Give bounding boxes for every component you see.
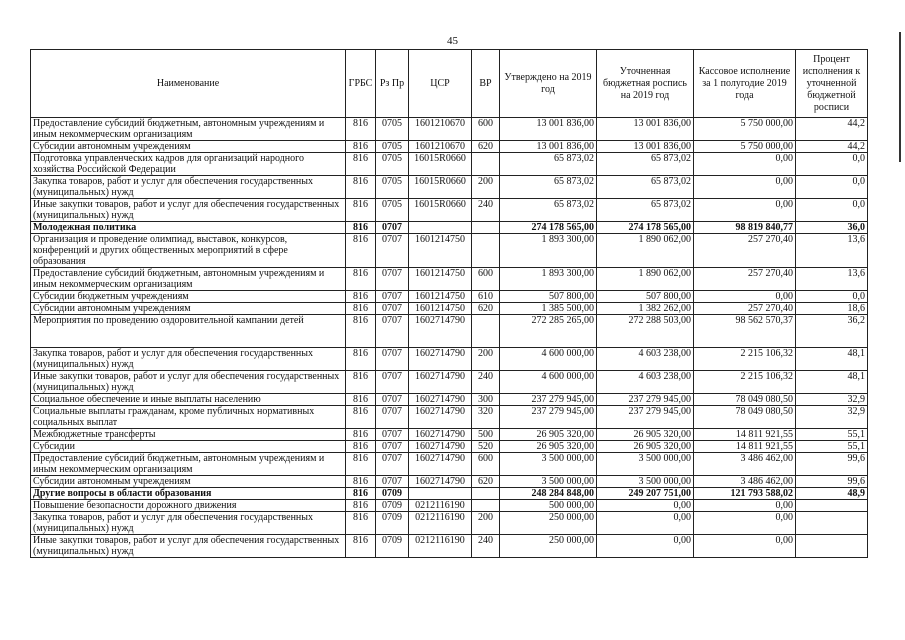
cell-approved: 4 600 000,00	[500, 371, 597, 394]
cell-vr: 240	[472, 371, 500, 394]
cell-cash: 5 750 000,00	[694, 118, 796, 141]
cell-grbs: 816	[346, 348, 376, 371]
cell-cash: 14 811 921,55	[694, 429, 796, 441]
cell-rzpr: 0705	[376, 199, 409, 222]
cell-grbs: 816	[346, 176, 376, 199]
cell-rzpr: 0707	[376, 429, 409, 441]
cell-refined: 237 279 945,00	[597, 406, 694, 429]
cell-vr: 600	[472, 118, 500, 141]
cell-refined: 4 603 238,00	[597, 348, 694, 371]
header-vr: ВР	[472, 50, 500, 118]
cell-percent: 0,0	[796, 291, 868, 303]
cell-vr: 200	[472, 348, 500, 371]
cell-rzpr: 0705	[376, 141, 409, 153]
cell-approved: 272 285 265,00	[500, 315, 597, 348]
cell-approved: 250 000,00	[500, 535, 597, 558]
cell-cash: 14 811 921,55	[694, 441, 796, 453]
cell-refined: 1 382 262,00	[597, 303, 694, 315]
cell-percent: 48,1	[796, 348, 868, 371]
cell-vr	[472, 234, 500, 268]
cell-rzpr: 0705	[376, 176, 409, 199]
cell-refined: 272 288 503,00	[597, 315, 694, 348]
table-row	[31, 371, 868, 394]
cell-refined: 65 873,02	[597, 199, 694, 222]
cell-rzpr: 0707	[376, 315, 409, 348]
cell-rzpr: 0707	[376, 268, 409, 291]
cell-csr: 1601214750	[409, 268, 472, 291]
header-rzpr: Рз Пр	[376, 50, 409, 118]
cell-csr	[409, 222, 472, 234]
header-cash: Кассовое исполнение за 1 полугодие 2019 года	[694, 50, 796, 118]
table-row	[31, 512, 868, 535]
cell-name: Предоставление субсидий бюджетным, автономным учреждениям и иным некоммерческим организациям	[31, 453, 346, 476]
cell-grbs: 816	[346, 535, 376, 558]
cell-percent: 0,0	[796, 176, 868, 199]
header-refined: Уточненная бюджетная роспись на 2019 год	[597, 50, 694, 118]
cell-grbs: 816	[346, 394, 376, 406]
cell-grbs: 816	[346, 315, 376, 348]
cell-refined: 13 001 836,00	[597, 141, 694, 153]
header-percent: Процент исполнения к уточненной бюджетной росписи	[796, 50, 868, 118]
table-row	[31, 268, 868, 291]
cell-cash: 78 049 080,50	[694, 406, 796, 429]
header-name: Наименование	[31, 50, 346, 118]
cell-cash: 0,00	[694, 176, 796, 199]
cell-cash: 78 049 080,50	[694, 394, 796, 406]
cell-name: Субсидии бюджетным учреждениям	[31, 291, 346, 303]
cell-percent: 44,2	[796, 118, 868, 141]
cell-grbs: 816	[346, 453, 376, 476]
cell-percent	[796, 512, 868, 535]
cell-percent: 48,9	[796, 488, 868, 500]
cell-vr: 200	[472, 176, 500, 199]
cell-cash: 0,00	[694, 500, 796, 512]
cell-approved: 507 800,00	[500, 291, 597, 303]
cell-cash: 0,00	[694, 199, 796, 222]
table-row	[31, 291, 868, 303]
cell-approved: 248 284 848,00	[500, 488, 597, 500]
cell-cash: 2 215 106,32	[694, 371, 796, 394]
cell-refined: 1 890 062,00	[597, 268, 694, 291]
cell-approved: 13 001 836,00	[500, 118, 597, 141]
page-number: 45	[447, 35, 458, 47]
cell-vr: 610	[472, 291, 500, 303]
cell-vr: 240	[472, 535, 500, 558]
cell-cash: 3 486 462,00	[694, 476, 796, 488]
table-row	[31, 488, 868, 500]
cell-csr: 1602714790	[409, 348, 472, 371]
cell-percent: 0,0	[796, 153, 868, 176]
cell-percent: 48,1	[796, 371, 868, 394]
cell-cash: 257 270,40	[694, 268, 796, 291]
cell-percent: 55,1	[796, 429, 868, 441]
cell-cash: 0,00	[694, 512, 796, 535]
header-grbs: ГРБС	[346, 50, 376, 118]
cell-percent: 13,6	[796, 234, 868, 268]
table-row	[31, 394, 868, 406]
cell-csr: 16015R0660	[409, 176, 472, 199]
cell-vr	[472, 500, 500, 512]
cell-csr: 1602714790	[409, 406, 472, 429]
cell-csr: 1602714790	[409, 371, 472, 394]
cell-rzpr: 0705	[376, 153, 409, 176]
cell-grbs: 816	[346, 118, 376, 141]
cell-vr: 520	[472, 441, 500, 453]
cell-vr: 620	[472, 141, 500, 153]
cell-rzpr: 0707	[376, 453, 409, 476]
table-row	[31, 141, 868, 153]
cell-csr: 16015R0660	[409, 199, 472, 222]
cell-approved: 26 905 320,00	[500, 429, 597, 441]
cell-cash: 0,00	[694, 291, 796, 303]
cell-rzpr: 0707	[376, 394, 409, 406]
table-row	[31, 500, 868, 512]
cell-approved: 3 500 000,00	[500, 453, 597, 476]
cell-name: Закупка товаров, работ и услуг для обеспечения государственных (муниципальных) нужд	[31, 512, 346, 535]
cell-approved: 1 893 300,00	[500, 234, 597, 268]
cell-csr: 1601214750	[409, 303, 472, 315]
cell-rzpr: 0707	[376, 222, 409, 234]
cell-vr	[472, 153, 500, 176]
cell-name: Иные закупки товаров, работ и услуг для обеспечения государственных (муниципальных) нужд	[31, 371, 346, 394]
cell-rzpr: 0707	[376, 348, 409, 371]
cell-name: Повышение безопасности дорожного движения	[31, 500, 346, 512]
cell-grbs: 816	[346, 141, 376, 153]
cell-rzpr: 0709	[376, 512, 409, 535]
cell-percent: 99,6	[796, 476, 868, 488]
table-row	[31, 303, 868, 315]
cell-grbs: 816	[346, 234, 376, 268]
cell-cash: 3 486 462,00	[694, 453, 796, 476]
table-row	[31, 441, 868, 453]
cell-refined: 274 178 565,00	[597, 222, 694, 234]
cell-vr: 300	[472, 394, 500, 406]
cell-rzpr: 0707	[376, 371, 409, 394]
cell-refined: 4 603 238,00	[597, 371, 694, 394]
cell-name: Иные закупки товаров, работ и услуг для обеспечения государственных (муниципальных) нужд	[31, 535, 346, 558]
table-row	[31, 176, 868, 199]
cell-name: Субсидии	[31, 441, 346, 453]
cell-vr: 200	[472, 512, 500, 535]
cell-csr: 1601214750	[409, 291, 472, 303]
cell-csr	[409, 488, 472, 500]
cell-vr	[472, 315, 500, 348]
cell-percent: 44,2	[796, 141, 868, 153]
cell-csr: 1602714790	[409, 441, 472, 453]
cell-name: Предоставление субсидий бюджетным, автономным учреждениям и иным некоммерческим организациям	[31, 118, 346, 141]
table-row	[31, 315, 868, 348]
cell-refined: 237 279 945,00	[597, 394, 694, 406]
cell-grbs: 816	[346, 291, 376, 303]
cell-rzpr: 0707	[376, 303, 409, 315]
cell-refined: 65 873,02	[597, 176, 694, 199]
cell-percent	[796, 535, 868, 558]
cell-refined: 3 500 000,00	[597, 476, 694, 488]
cell-vr: 500	[472, 429, 500, 441]
cell-approved: 500 000,00	[500, 500, 597, 512]
cell-cash: 0,00	[694, 535, 796, 558]
table-row	[31, 453, 868, 476]
cell-grbs: 816	[346, 512, 376, 535]
cell-name: Организация и проведение олимпиад, выставок, конкурсов, конференций и других общественных мероприятий в сфере образования	[31, 234, 346, 268]
cell-csr: 1601214750	[409, 234, 472, 268]
header-csr: ЦСР	[409, 50, 472, 118]
cell-name: Социальное обеспечение и иные выплаты населению	[31, 394, 346, 406]
table-row	[31, 406, 868, 429]
cell-grbs: 816	[346, 153, 376, 176]
cell-percent: 32,9	[796, 406, 868, 429]
cell-approved: 1 385 500,00	[500, 303, 597, 315]
cell-cash: 98 819 840,77	[694, 222, 796, 234]
cell-cash: 257 270,40	[694, 234, 796, 268]
header-approved: Утверждено на 2019 год	[500, 50, 597, 118]
cell-percent	[796, 500, 868, 512]
cell-percent: 0,0	[796, 199, 868, 222]
cell-grbs: 816	[346, 500, 376, 512]
cell-csr: 16015R0660	[409, 153, 472, 176]
cell-vr: 600	[472, 268, 500, 291]
cell-grbs: 816	[346, 441, 376, 453]
table-row	[31, 199, 868, 222]
cell-approved: 237 279 945,00	[500, 394, 597, 406]
cell-name: Подготовка управленческих кадров для организаций народного хозяйства Российской Федерации	[31, 153, 346, 176]
cell-approved: 65 873,02	[500, 153, 597, 176]
cell-percent: 13,6	[796, 268, 868, 291]
cell-approved: 250 000,00	[500, 512, 597, 535]
cell-percent: 36,0	[796, 222, 868, 234]
cell-name: Социальные выплаты гражданам, кроме публичных нормативных социальных выплат	[31, 406, 346, 429]
cell-refined: 0,00	[597, 535, 694, 558]
cell-vr: 320	[472, 406, 500, 429]
budget-execution-table	[30, 49, 868, 558]
cell-cash: 98 562 570,37	[694, 315, 796, 348]
cell-cash: 2 215 106,32	[694, 348, 796, 371]
table-row	[31, 535, 868, 558]
cell-grbs: 816	[346, 371, 376, 394]
table-row	[31, 234, 868, 268]
cell-grbs: 816	[346, 303, 376, 315]
cell-rzpr: 0709	[376, 500, 409, 512]
scan-edge-line	[899, 32, 901, 162]
cell-csr: 1602714790	[409, 429, 472, 441]
cell-rzpr: 0707	[376, 406, 409, 429]
cell-refined: 507 800,00	[597, 291, 694, 303]
cell-name: Субсидии автономным учреждениям	[31, 476, 346, 488]
cell-refined: 65 873,02	[597, 153, 694, 176]
cell-name: Субсидии автономным учреждениям	[31, 141, 346, 153]
cell-rzpr: 0705	[376, 118, 409, 141]
cell-approved: 237 279 945,00	[500, 406, 597, 429]
cell-csr: 1602714790	[409, 453, 472, 476]
cell-name: Иные закупки товаров, работ и услуг для обеспечения государственных (муниципальных) нужд	[31, 199, 346, 222]
cell-csr: 0212116190	[409, 535, 472, 558]
cell-csr: 0212116190	[409, 500, 472, 512]
cell-grbs: 816	[346, 429, 376, 441]
cell-approved: 65 873,02	[500, 176, 597, 199]
cell-name: Межбюджетные трансферты	[31, 429, 346, 441]
cell-name: Закупка товаров, работ и услуг для обеспечения государственных (муниципальных) нужд	[31, 348, 346, 371]
cell-refined: 13 001 836,00	[597, 118, 694, 141]
cell-percent: 18,6	[796, 303, 868, 315]
cell-percent: 55,1	[796, 441, 868, 453]
cell-grbs: 816	[346, 488, 376, 500]
cell-refined: 0,00	[597, 500, 694, 512]
cell-approved: 1 893 300,00	[500, 268, 597, 291]
cell-rzpr: 0707	[376, 234, 409, 268]
cell-vr	[472, 488, 500, 500]
cell-cash: 0,00	[694, 153, 796, 176]
cell-approved: 4 600 000,00	[500, 348, 597, 371]
cell-vr: 620	[472, 303, 500, 315]
table-header-row	[31, 50, 868, 118]
cell-refined: 3 500 000,00	[597, 453, 694, 476]
cell-cash: 5 750 000,00	[694, 141, 796, 153]
cell-grbs: 816	[346, 406, 376, 429]
cell-percent: 36,2	[796, 315, 868, 348]
cell-cash: 257 270,40	[694, 303, 796, 315]
cell-grbs: 816	[346, 222, 376, 234]
cell-rzpr: 0707	[376, 476, 409, 488]
cell-percent: 99,6	[796, 453, 868, 476]
cell-refined: 26 905 320,00	[597, 441, 694, 453]
cell-approved: 3 500 000,00	[500, 476, 597, 488]
cell-csr: 1602714790	[409, 315, 472, 348]
cell-vr: 620	[472, 476, 500, 488]
table-row	[31, 222, 868, 234]
cell-cash: 121 793 588,02	[694, 488, 796, 500]
cell-name: Молодежная политика	[31, 222, 346, 234]
cell-csr: 1601210670	[409, 118, 472, 141]
cell-csr: 0212116190	[409, 512, 472, 535]
table-row	[31, 153, 868, 176]
cell-rzpr: 0709	[376, 535, 409, 558]
cell-name: Другие вопросы в области образования	[31, 488, 346, 500]
cell-grbs: 816	[346, 476, 376, 488]
cell-refined: 249 207 751,00	[597, 488, 694, 500]
cell-rzpr: 0707	[376, 291, 409, 303]
table-row	[31, 476, 868, 488]
cell-rzpr: 0709	[376, 488, 409, 500]
table-row	[31, 118, 868, 141]
cell-grbs: 816	[346, 268, 376, 291]
cell-name: Закупка товаров, работ и услуг для обеспечения государственных (муниципальных) нужд	[31, 176, 346, 199]
cell-csr: 1601210670	[409, 141, 472, 153]
cell-vr	[472, 222, 500, 234]
cell-name: Мероприятия по проведению оздоровительной кампании детей	[31, 315, 346, 348]
cell-vr: 240	[472, 199, 500, 222]
cell-percent: 32,9	[796, 394, 868, 406]
table-row	[31, 348, 868, 371]
cell-vr: 600	[472, 453, 500, 476]
cell-csr: 1602714790	[409, 394, 472, 406]
table-row	[31, 429, 868, 441]
cell-approved: 65 873,02	[500, 199, 597, 222]
cell-approved: 274 178 565,00	[500, 222, 597, 234]
cell-grbs: 816	[346, 199, 376, 222]
cell-refined: 1 890 062,00	[597, 234, 694, 268]
cell-rzpr: 0707	[376, 441, 409, 453]
cell-name: Предоставление субсидий бюджетным, автономным учреждениям и иным некоммерческим организациям	[31, 268, 346, 291]
cell-approved: 26 905 320,00	[500, 441, 597, 453]
cell-csr: 1602714790	[409, 476, 472, 488]
cell-name: Субсидии автономным учреждениям	[31, 303, 346, 315]
cell-refined: 26 905 320,00	[597, 429, 694, 441]
cell-refined: 0,00	[597, 512, 694, 535]
cell-approved: 13 001 836,00	[500, 141, 597, 153]
